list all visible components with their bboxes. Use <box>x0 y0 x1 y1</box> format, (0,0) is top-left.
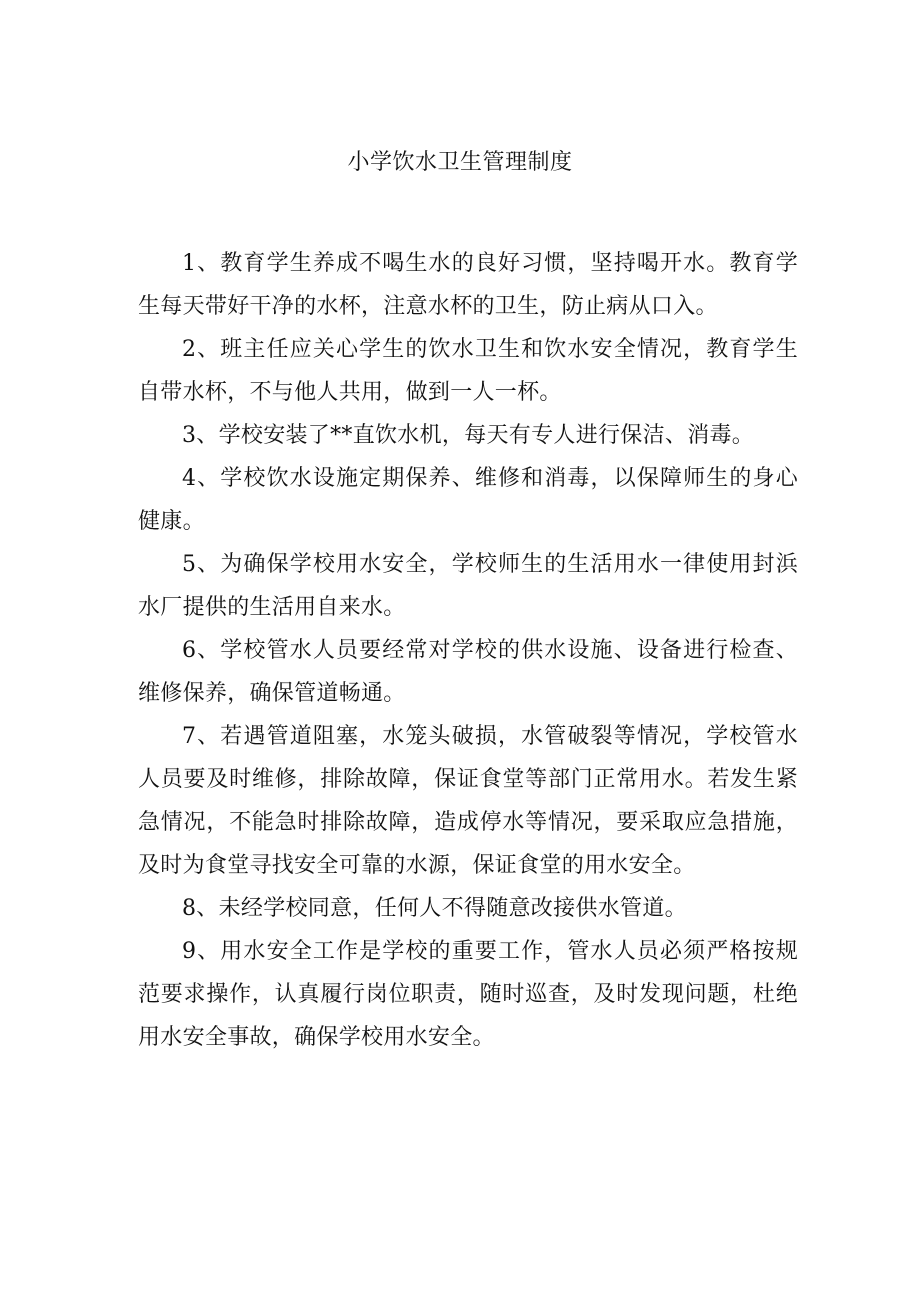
document-body <box>138 242 798 1059</box>
rule-paragraph-6: 6、学校管水人员要经常对学校的供水设施、设备进行检查、维修保养，确保管道畅通。 <box>138 638 798 706</box>
rule-paragraph-3: 3、学校安装了**直饮水机，每天有专人进行保洁、消毒。 <box>182 423 755 448</box>
rule-paragraph-5: 5、为确保学校用水安全，学校师生的生活用水一律使用封浜水厂提供的生活用自来水。 <box>138 552 798 620</box>
rule-paragraph-9: 9、用水安全工作是学校的重要工作，管水人员必须严格按规范要求操作，认真履行岗位职责，随时巡查，及时发现问题，杜绝用水安全事故，确保学校用水安全。 <box>138 939 798 1050</box>
rule-paragraph-1: 1、教育学生养成不喝生水的良好习惯，坚持喝开水。教育学生每天带好干净的水杯，注意水杯的卫生，防止病从口入。 <box>138 251 798 319</box>
rule-paragraph-4: 4、学校饮水设施定期保养、维修和消毒，以保障师生的身心健康。 <box>138 466 798 534</box>
rule-paragraph-8: 8、未经学校同意，任何人不得随意改接供水管道。 <box>182 896 687 921</box>
rule-paragraph-7: 7、若遇管道阻塞，水笼头破损，水管破裂等情况，学校管水人员要及时维修，排除故障，保证食堂等部门正常用水。若发生紧急情况，不能急时排除故障，造成停水等情况，要采取应急措施，及时为食堂寻找安全可靠的水源，保证食堂的用水安全。 <box>138 724 798 878</box>
rule-paragraph-2: 2、班主任应关心学生的饮水卫生和饮水安全情况，教育学生自带水杯，不与他人共用，做到一人一杯。 <box>138 337 798 405</box>
document-title: 小学饮水卫生管理制度 <box>347 150 573 175</box>
